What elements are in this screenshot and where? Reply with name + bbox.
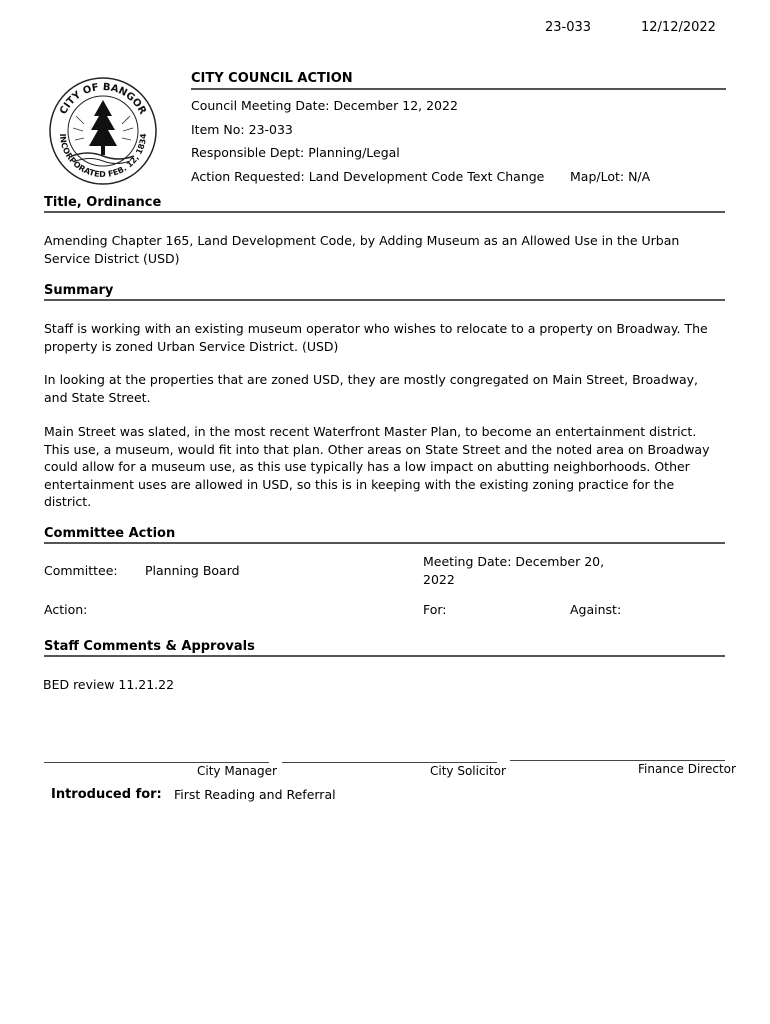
map-lot: Map/Lot: N/A	[570, 169, 651, 184]
action-title: CITY COUNCIL ACTION	[191, 71, 353, 86]
finance-director-label: Finance Director	[638, 762, 736, 776]
council-meeting-date: Council Meeting Date: December 12, 2022	[191, 98, 458, 113]
committee-value: Planning Board	[145, 563, 240, 578]
staff-comment-text: BED review 11.21.22	[43, 677, 175, 692]
introduced-for-label: Introduced for:	[51, 787, 162, 802]
svg-text:INCORPORATED FEB. 12, 1834: INCORPORATED FEB. 12, 1834	[57, 133, 149, 180]
committee-label: Committee:	[44, 563, 118, 578]
summary-paragraph-1: Staff is working with an existing museum operator who wishes to relocate to a property on Broadway. The property is zoned Urban Service District. (USD)	[44, 321, 708, 354]
summary-paragraph-2: In looking at the properties that are zoned USD, they are mostly congregated on Main Street, Broadway, and State Street.	[44, 372, 699, 405]
summary-heading: Summary	[44, 283, 114, 298]
city-manager-label: City Manager	[197, 764, 277, 778]
city-solicitor-label: City Solicitor	[430, 764, 506, 778]
for-label: For:	[423, 602, 447, 617]
committee-action-rule	[44, 542, 725, 544]
city-seal-logo	[48, 76, 158, 186]
introduced-for-value: First Reading and Referral	[174, 787, 336, 802]
finance-director-signature-line	[510, 760, 725, 761]
title-ordinance-heading: Title, Ordinance	[44, 195, 162, 210]
title-ordinance-text: Amending Chapter 165, Land Development Code, by Adding Museum as an Allowed Use in the Urban Service District (USD)	[44, 233, 680, 266]
committee-action-heading: Committee Action	[44, 526, 176, 541]
action-label: Action:	[44, 602, 88, 617]
summary-rule	[44, 299, 725, 301]
action-requested: Action Requested: Land Development Code Text Change	[191, 169, 545, 184]
summary-paragraph-3: Main Street was slated, in the most recent Waterfront Master Plan, to become an entertainment district. This use, a museum, would fit into that plan. Other areas on State Street and the noted area on Broadway could allow for a museum use, as this use typically has a low impact on abutting neighborhoods. Other entertainment uses are allowed in USD, so this is in keeping with the existing zoning practice for the district.	[44, 424, 710, 509]
document-number: 23-033	[545, 20, 592, 35]
city-solicitor-signature-line	[282, 762, 497, 763]
committee-meeting-date-line2: 2022	[423, 572, 455, 587]
title-ordinance-rule	[44, 211, 725, 213]
item-number: Item No: 23-033	[191, 122, 293, 137]
committee-meeting-date-line1: Meeting Date: December 20,	[423, 554, 605, 569]
staff-comments-heading: Staff Comments & Approvals	[44, 639, 255, 654]
city-manager-signature-line	[44, 762, 269, 763]
document-date: 12/12/2022	[641, 20, 716, 35]
title-rule	[191, 88, 726, 90]
against-label: Against:	[570, 602, 622, 617]
responsible-dept: Responsible Dept: Planning/Legal	[191, 145, 400, 160]
staff-comments-rule	[44, 655, 725, 657]
svg-text:CITY OF BANGOR: CITY OF BANGOR	[58, 81, 148, 117]
